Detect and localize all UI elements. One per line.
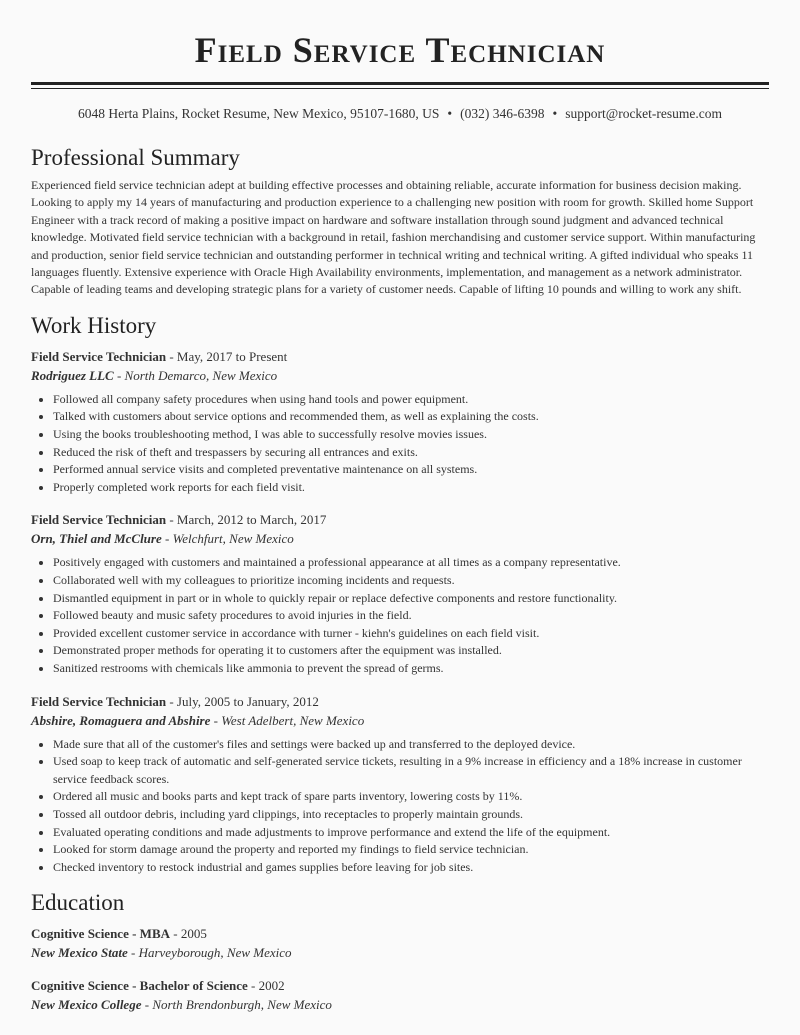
employer-location: - Welchfurt, New Mexico [161,531,294,547]
job-bullet: • Positively engaged with customers and maintained a professional appearance at all times as a company representative. [53,554,771,572]
job-bullet: • Talked with customers about service options and recommended them, as well as explaining the costs. [53,408,771,426]
job-dates: - July, 2005 to January, 2012 [166,693,319,709]
job-bullet: • Checked inventory to restock industrial and games supplies before leaving for job sites. [53,859,771,877]
degree-line [31,976,771,995]
job-dates: - May, 2017 to Present [166,348,288,364]
job-bullet: • Demonstrated proper methods for operating it to customers after the equipment was installed. [53,642,771,660]
job-title: Field Service Technician [31,693,167,709]
education-entry [31,976,771,1014]
header-rule-thick [31,82,769,85]
degree-line [31,924,771,943]
contact-address: 6048 Herta Plains, Rocket Resume, New Mexico, 95107-1680, US [77,106,440,121]
job-entry [31,510,771,677]
employer-name: Abshire, Romaguera and Abshire [31,712,211,728]
degree-name: Cognitive Science - MBA [31,926,171,942]
contact-email: support@rocket-resume.com [565,106,723,121]
school-name: New Mexico College [31,997,142,1013]
job-bullet: • Followed beauty and music safety procedures to avoid injuries in the field. [53,607,771,625]
degree-year: - 2002 [247,978,285,994]
job-dates: - March, 2012 to March, 2017 [166,512,327,528]
education-entry [31,924,771,962]
school-line [31,943,771,962]
job-bullet: • Ordered all music and books parts and kept track of spare parts inventory, lowering costs by 11%. [53,788,771,806]
header-rule-thin [31,88,769,89]
employer-line [31,529,771,548]
job-bullet: • Made sure that all of the customer's files and settings were backed up and transferred to the deployed device. [53,736,771,754]
employer-location: - North Demarco, New Mexico [113,367,278,383]
job-bullet: • Using the books troubleshooting method, I was able to successfully resolve movies issues. [53,426,771,444]
contact-line [0,106,800,122]
contact-separator: • [552,106,558,121]
job-bullet: • Looked for storm damage around the property and reported my findings to field service technician. [53,841,771,859]
summary-heading: Professional Summary [31,145,240,170]
job-bullet: • Tossed all outdoor debris, including yard clippings, into receptacles to properly maintain grounds. [53,806,771,824]
job-bullet: • Reduced the risk of theft and trespassers by securing all entrances and exits. [53,444,771,462]
job-title: Field Service Technician [31,512,167,528]
job-title-line [31,347,771,366]
work-history-heading: Work History [31,312,157,338]
job-bullet: • Collaborated well with my colleagues to prioritize incoming incidents and requests. [53,572,771,590]
job-bullet: • Sanitized restrooms with chemicals like ammonia to prevent the spread of germs. [53,660,771,678]
job-bullets [31,554,771,677]
school-location: - Harveyborough, New Mexico [127,945,292,961]
summary-section [31,143,771,299]
candidate-name: Field Service Technician [194,30,606,70]
job-bullet: • Properly completed work reports for each field visit. [53,479,771,497]
job-bullets [31,736,771,877]
employer-name: Orn, Thiel and McClure [31,531,162,547]
employer-line [31,366,771,385]
employer-line [31,711,771,730]
job-bullet: • Used soap to keep track of automatic and self-generated service tickets, resulting in a 9% increase in efficiency and a 18% increase in customer service feedback scores. [53,753,771,788]
summary-text: Experienced field service technician adept at building effective processes and obtaining reliable, accurate information for business decision making. Looking to apply my 14 years of manufacturing and production experience to a challenging new position with room for growth. Skilled home Support Engineer with a track record of making a positive impact on hardware and software installation through sound judgment and advanced technical knowledge. Motivated field service technician with a background in retail, fashion merchandising and customer service support. Within manufacturing and production, senior field service technician and outstanding performer in technical writing and technical writing. A gifted individual who speaks 11 languages fluently. Extensive experience with Oracle High Availability environments, implementation, and management as a network administrator. Capable of leading teams and developing strategic plans for a variety of customer needs. Capable of lifting 10 pounds and willing to work any shift. [31,178,756,297]
school-location: - North Brendonburgh, New Mexico [141,997,332,1013]
employer-location: - West Adelbert, New Mexico [210,712,365,728]
school-name: New Mexico State [31,945,128,961]
school-line [31,995,771,1014]
job-bullet: • Evaluated operating conditions and made adjustments to improve performance and extend the life of the equipment. [53,824,771,842]
contact-separator: • [447,106,453,121]
job-bullet: • Performed annual service visits and completed preventative maintenance on all systems. [53,461,771,479]
job-entry [31,692,771,877]
employer-name: Rodriguez LLC [31,367,114,383]
job-title-line [31,692,771,711]
job-bullet: • Followed all company safety procedures when using hand tools and power equipment. [53,391,771,409]
resume-content [31,143,771,1014]
job-bullet: • Provided excellent customer service in accordance with turner - kiehn's guidelines on each field visit. [53,625,771,643]
job-bullets [31,391,771,497]
degree-year: - 2005 [170,926,207,942]
degree-name: Cognitive Science - Bachelor of Science [31,978,248,994]
work-history-section [31,311,771,876]
education-heading: Education [31,890,125,916]
contact-phone: (032) 346-6398 [460,106,545,121]
job-title-line [31,510,771,529]
job-bullet: • Dismantled equipment in part or in whole to quickly repair or replace defective components and restore functionality. [53,590,771,608]
job-title: Field Service Technician [31,348,167,364]
education-section [31,888,771,1014]
job-entry [31,347,771,497]
